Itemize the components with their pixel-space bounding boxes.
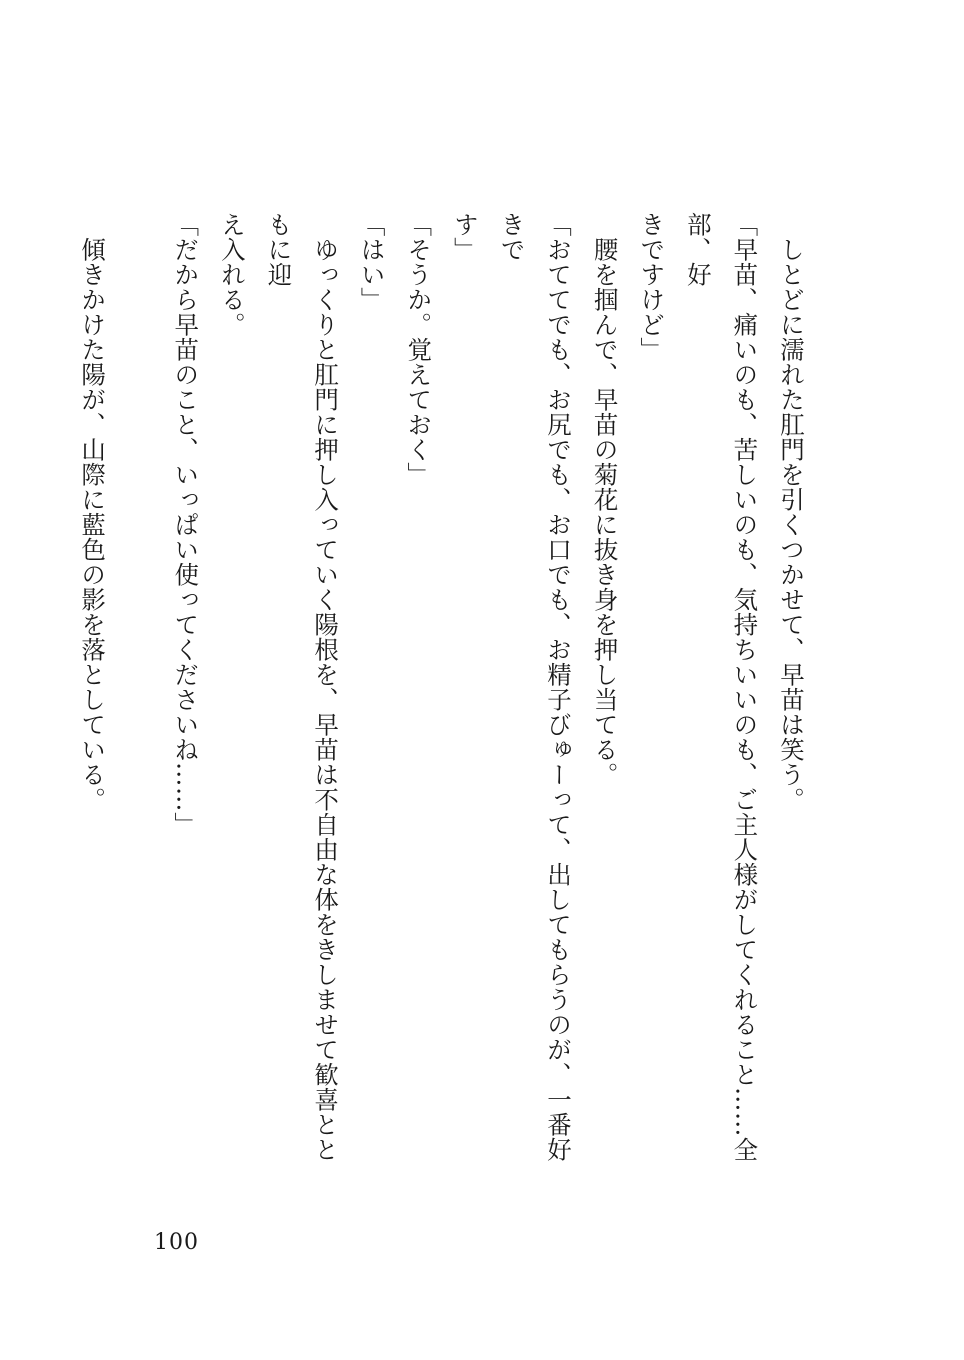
text-line: 「はい」	[357, 212, 387, 312]
page-number: 100	[154, 1230, 199, 1255]
text-line: 「そうか。覚えておく」	[404, 212, 434, 487]
text-line: ゆっくりと肛門に押し入っていく陽根を、早苗は不自由な体をきしませて歓喜とともに迎	[264, 212, 341, 1162]
text-line: 「だから早苗のこと、いっぱい使ってくださいね……」	[171, 212, 201, 837]
text-line: 傾きかけた陽が、山際に藍色の影を落としている。	[78, 212, 108, 812]
text-line: 「おててでも、お尻でも、お口でも、お精子びゅーって、出してもらうのが、一番好きで	[497, 212, 574, 1162]
vertical-text-body	[69, 212, 815, 1172]
text-line: す」	[450, 212, 480, 262]
blank-line	[115, 212, 162, 1172]
text-line: きですけど」	[637, 212, 667, 362]
text-line: え入れる。	[217, 212, 247, 337]
text-line: 「早苗、痛いのも、苦しいのも、気持ちいいのも、ご主人様がしてくれること……全部、好	[683, 212, 760, 1162]
text-line: しとどに濡れた肛門を引くつかせて、早苗は笑う。	[777, 212, 806, 812]
text-line: 腰を掴んで、早苗の菊花に抜き身を押し当てる。	[590, 212, 620, 787]
